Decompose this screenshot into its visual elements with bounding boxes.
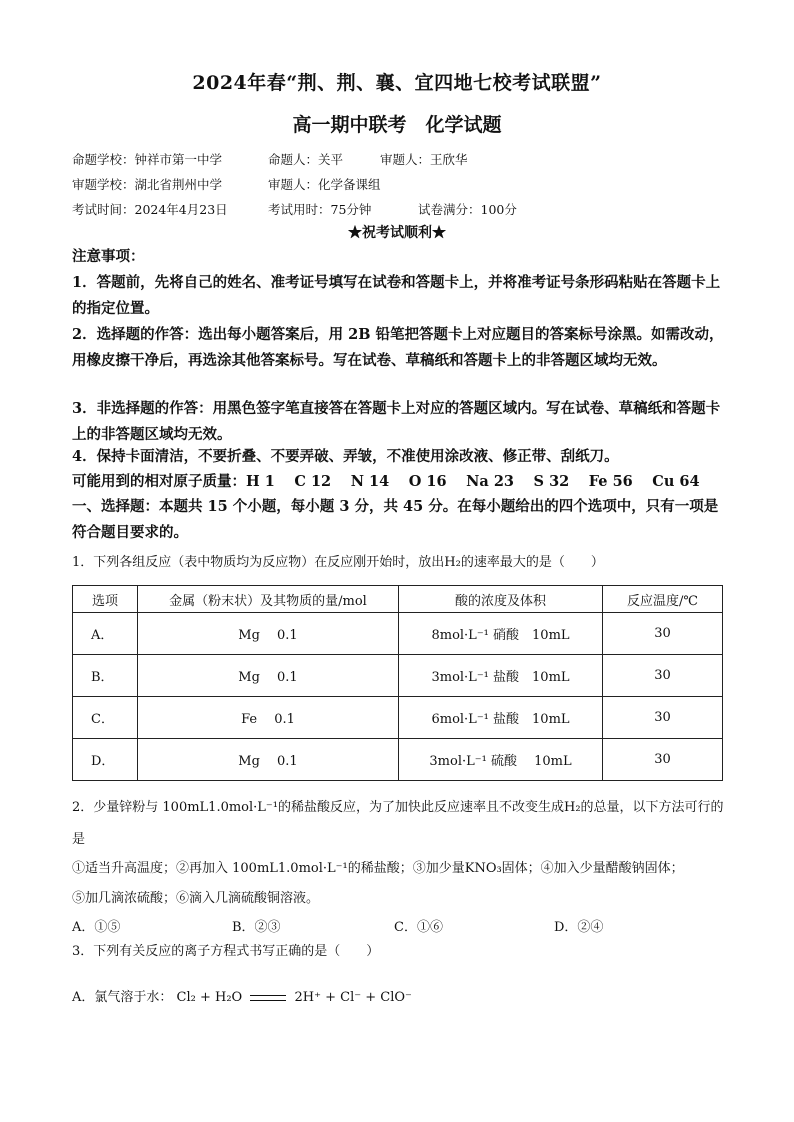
good-luck-banner: ★祝考试顺利★: [348, 225, 446, 241]
cell-option: D．: [73, 739, 138, 781]
meta-reviewer: 审题人：王欣华: [380, 152, 468, 167]
cell-option: B．: [73, 655, 138, 697]
section-one-instructions: 一、选择题：本题共 15 个小题，每小题 3 分，共 45 分。在每小题给出的四个选项中，只有一项是符合题目要求的。: [72, 498, 719, 541]
table-row: [73, 613, 723, 655]
equation-reactants: Cl₂ + H₂O: [176, 990, 243, 1005]
atomic-masses: 可能用到的相对原子质量：H 1 C 12 N 14 O 16 Na 23 S 32 Fe 56 Cu 64: [72, 473, 700, 490]
table-row: [73, 655, 723, 697]
cell-acid: 8mol·L⁻¹ 硝酸 10mL: [399, 613, 603, 655]
header-option: 选项: [73, 586, 138, 613]
cell-temperature: 30: [603, 655, 723, 697]
cell-temperature: 30: [603, 697, 723, 739]
cell-metal: Mg 0.1: [138, 739, 399, 781]
question-2-options-line-1: ①适当升高温度；②再加入 100mL1.0mol·L⁻¹的稀盐酸；③加少量KNO₃固体；④加入少量醋酸钠固体；: [72, 861, 684, 876]
choice-a: A．①⑤: [72, 920, 121, 935]
table-header-row: [73, 586, 723, 613]
meta-exam-duration: 考试用时：75分钟: [268, 202, 372, 217]
question-2-stem: 2．少量锌粉与 100mL1.0mol·L⁻¹的稀盐酸反应，为了加快此反应速率且不改变生成H₂的总量，以下方法可行的是: [72, 800, 724, 847]
question-1-stem: 1．下列各组反应（表中物质均为反应物）在反应刚开始时，放出H₂的速率最大的是（ ）: [72, 555, 604, 570]
table-row: [73, 739, 723, 781]
cell-option: A．: [73, 613, 138, 655]
note-item-4: 4．保持卡面清洁，不要折叠、不要弄破、弄皱，不准使用涂改液、修正带、刮纸刀。: [72, 448, 619, 465]
note-item-3: 3．非选择题的作答：用黑色签字笔直接答在答题卡上对应的答题区域内。写在试卷、草稿纸和答题卡上的非答题区域均无效。: [72, 400, 721, 443]
cell-temperature: 30: [603, 613, 723, 655]
meta-row-3: [72, 200, 517, 218]
meta-review-school: 审题学校：湖北省荆州中学: [72, 177, 223, 192]
table-row: [73, 697, 723, 739]
cell-metal: Fe 0.1: [138, 697, 399, 739]
meta-full-score: 试卷满分：100分: [418, 202, 517, 217]
cell-metal: Mg 0.1: [138, 655, 399, 697]
meta-author: 命题人：关平: [268, 152, 344, 167]
header-temperature: 反应温度/℃: [603, 586, 723, 613]
meta-school: 命题学校：钟祥市第一中学: [72, 152, 223, 167]
meta-review-group: 审题人：化学备课组: [268, 177, 381, 192]
meta-row-2: [72, 175, 381, 193]
cell-metal: Mg 0.1: [138, 613, 399, 655]
meta-row-1: [72, 150, 468, 168]
cell-acid: 3mol·L⁻¹ 盐酸 10mL: [399, 655, 603, 697]
exam-title: 2024年春“荆、荆、襄、宜四地七校考试联盟”: [192, 72, 602, 94]
cell-temperature: 30: [603, 739, 723, 781]
meta-exam-date: 考试时间：2024年4月23日: [72, 202, 228, 217]
choice-b: B．②③: [232, 920, 281, 935]
equation-products: 2H⁺ + Cl⁻ + ClO⁻: [294, 990, 412, 1005]
choice-d: D．②④: [554, 920, 604, 935]
question-1-table: [72, 585, 723, 781]
equals-sign-icon: [250, 995, 286, 1001]
cell-acid: 6mol·L⁻¹ 盐酸 10mL: [399, 697, 603, 739]
option-a-label: A．氯气溶于水：: [72, 990, 173, 1005]
note-item-1: 1．答题前，先将自己的姓名、准考证号填写在试卷和答题卡上，并将准考证号条形码粘贴在答题卡上的指定位置。: [72, 274, 721, 317]
note-item-2: 2．选择题的作答：选出每小题答案后，用 2B 铅笔把答题卡上对应题目的答案标号涂黑。如需改动，用橡皮擦干净后，再选涂其他答案标号。写在试卷、草稿纸和答题卡上的非答题区域均无效。: [72, 326, 724, 369]
cell-option: C．: [73, 697, 138, 739]
choice-c: C．①⑥: [394, 920, 443, 935]
exam-subtitle: 高一期中联考 化学试题: [292, 114, 502, 136]
question-3-option-a: [72, 986, 412, 1005]
question-3-stem: 3．下列有关反应的离子方程式书写正确的是（ ）: [72, 944, 380, 959]
header-acid: 酸的浓度及体积: [399, 586, 603, 613]
cell-acid: 3mol·L⁻¹ 硫酸 10mL: [399, 739, 603, 781]
header-metal: 金属（粉末状）及其物质的量/mol: [138, 586, 399, 613]
question-2-options-line-2: ⑤加几滴浓硫酸；⑥滴入几滴硫酸铜溶液。: [72, 891, 320, 906]
notes-heading: 注意事项：: [72, 248, 145, 265]
